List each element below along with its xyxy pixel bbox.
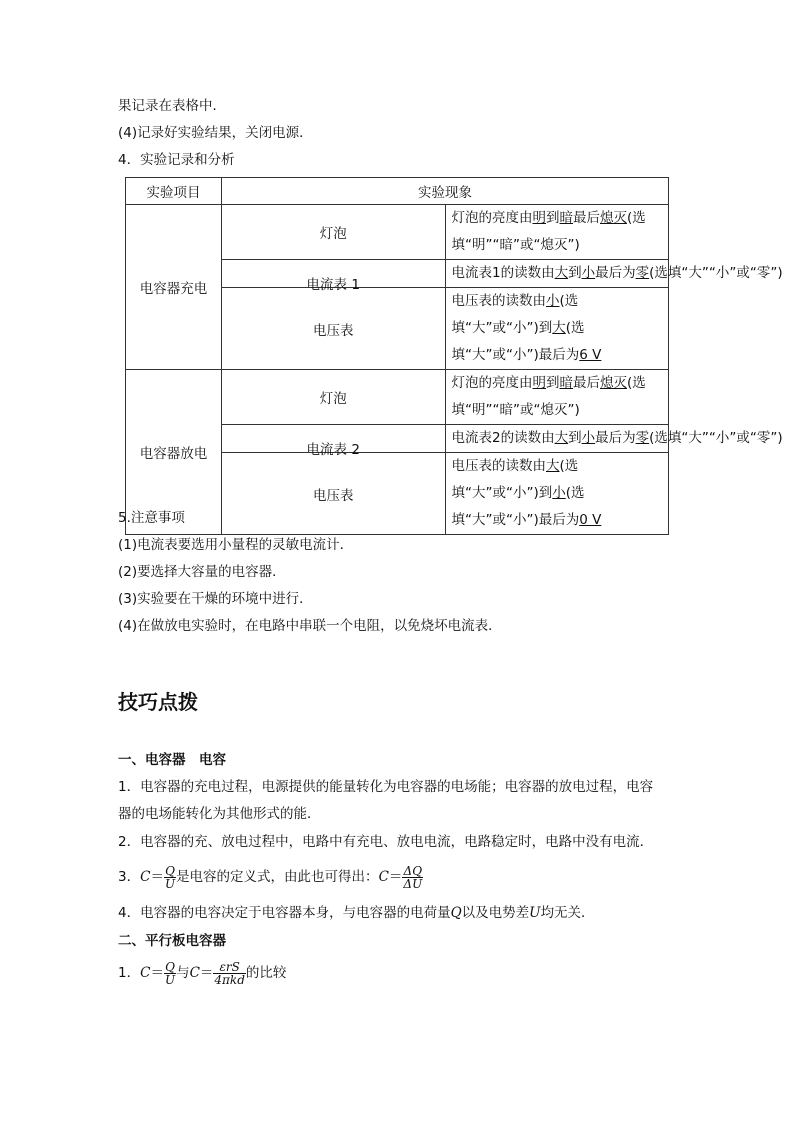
subsection-title: 一、电容器 电容 bbox=[118, 752, 226, 768]
phenomenon-cell: 灯泡的亮度由明到暗最后熄灭(选填“明”“暗”或“熄灭”) bbox=[445, 370, 669, 425]
note-item: (2)要选择大容量的电容器． bbox=[118, 564, 286, 580]
phenomenon-cell: 电流表2的读数由大到小最后为零(选填“大”“小”或“零”) bbox=[445, 425, 669, 453]
fraction: $\frac{Q}{U}$ bbox=[164, 863, 176, 891]
item-label: 电流表 2 bbox=[222, 425, 446, 453]
note-item: (1)电流表要选用小量程的灵敏电流计． bbox=[118, 537, 354, 553]
section-heading: 技巧点拨 bbox=[118, 690, 198, 714]
phenomenon-cell: 电压表的读数由小(选填“大”或“小”)到大(选填“大”或“小”)最后为6 V bbox=[445, 288, 669, 370]
item-label: 灯泡 bbox=[222, 370, 446, 425]
text-line: (4)记录好实验结果，关闭电源． bbox=[118, 125, 313, 141]
note-item: (3)实验要在干燥的环境中进行． bbox=[118, 591, 313, 607]
group-label: 电容器放电 bbox=[126, 370, 222, 535]
experiment-table bbox=[125, 177, 783, 535]
phenomenon-cell: 灯泡的亮度由明到暗最后熄灭(选填“明”“暗”或“熄灭”) bbox=[445, 205, 669, 260]
text-line: 果记录在表格中． bbox=[118, 98, 226, 114]
item-label: 电流表 1 bbox=[222, 260, 446, 288]
item-label: 电压表 bbox=[222, 288, 446, 370]
fraction: $\frac{Q}{U}$ bbox=[164, 959, 176, 987]
item-label: 电压表 bbox=[222, 453, 446, 535]
paragraph-line: 3．C＝ $\frac{Q}{U}$ 是电容的定义式，由此也可得出：C＝ $\frac{\Delta Q}{\Delta U}$ bbox=[118, 863, 423, 891]
paragraph-line: 2．电容器的充、放电过程中，电路中有充电、放电电流，电路稳定时，电路中没有电流． bbox=[118, 834, 654, 850]
phenomenon-cell: 电压表的读数由大(选填“大”或“小”)到小(选填“大”或“小”)最后为0 V bbox=[445, 453, 669, 535]
table-header: 实验现象 bbox=[222, 178, 669, 205]
table-header: 实验项目 bbox=[126, 178, 222, 205]
group-label: 电容器充电 bbox=[126, 205, 222, 370]
paragraph-line: 1．C＝ $\frac{Q}{U}$ 与C＝ $\frac{\text{εrS}}{\text{4πkd}}$ 的比较 bbox=[118, 959, 287, 987]
paragraph-line: 器的电场能转化为其他形式的能． bbox=[118, 806, 321, 822]
fraction: $\frac{\text{εrS}}{\text{4πkd}}$ bbox=[214, 959, 245, 987]
paragraph-line: 4．电容器的电容决定于电容器本身，与电容器的电荷量Q以及电势差U均无关． bbox=[118, 905, 595, 921]
table-row bbox=[126, 370, 669, 425]
table-row bbox=[126, 205, 669, 260]
section-subtitle: 4．实验记录和分析 bbox=[118, 152, 235, 168]
phenomenon-cell: 电流表1的读数由大到小最后为零(选填“大”“小”或“零”) bbox=[445, 260, 669, 288]
item-label: 灯泡 bbox=[222, 205, 446, 260]
paragraph-line: 1．电容器的充电过程，电源提供的能量转化为电容器的电场能；电容器的放电过程，电容 bbox=[118, 779, 654, 795]
note-item: (4)在做放电实验时，在电路中串联一个电阻，以免烧坏电流表． bbox=[118, 618, 502, 634]
fraction: $\frac{\Delta Q}{\Delta U}$ bbox=[403, 863, 423, 891]
subsection-title: 二、平行板电容器 bbox=[118, 933, 226, 949]
notes-title: 5.注意事项 bbox=[118, 510, 185, 526]
